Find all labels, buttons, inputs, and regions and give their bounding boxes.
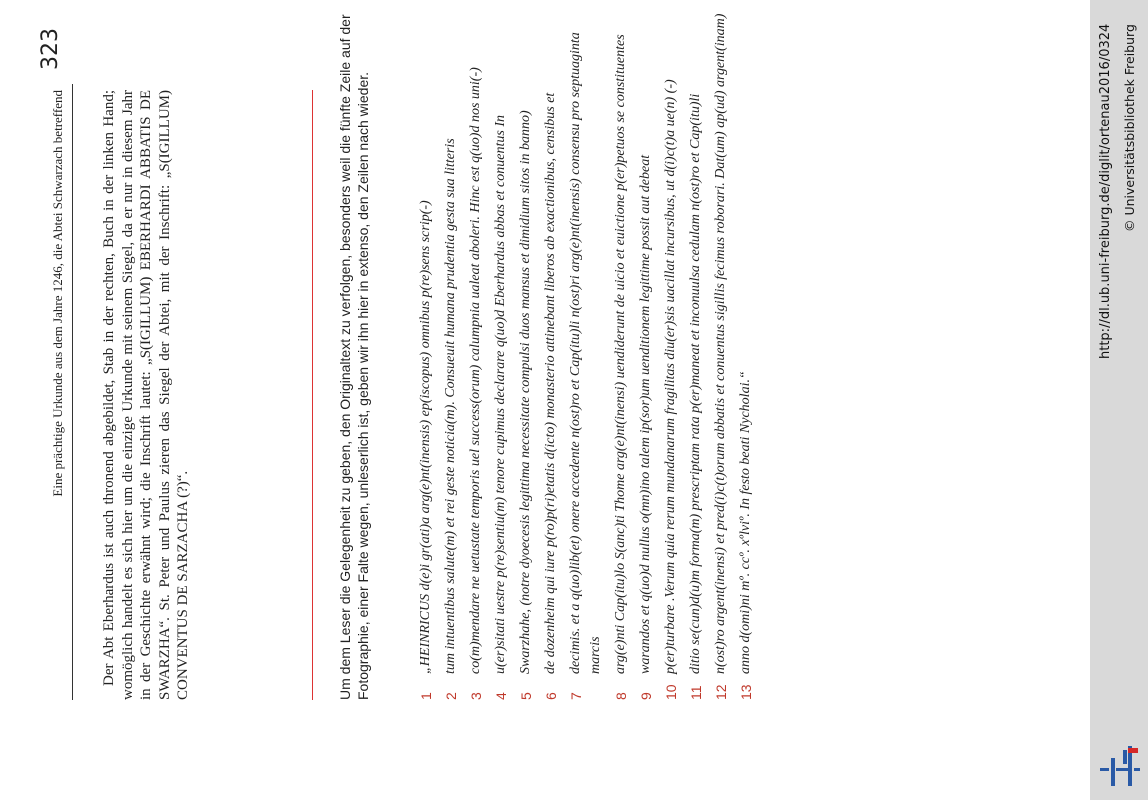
transcription-line bbox=[711, 10, 731, 700]
line-text: p(er)turbare .Verum quia rerum mundanarum fragilitas diu(er)sis uacillat incursibus, ut d(i)c(t)a ue(n) (-) bbox=[663, 79, 678, 674]
transcription-lines bbox=[416, 10, 761, 700]
transcription-line bbox=[516, 10, 536, 700]
section-divider bbox=[312, 90, 313, 700]
transcription-line bbox=[541, 10, 561, 700]
header-rule bbox=[72, 84, 73, 700]
line-text: arg(e)nti Cap(itu)lo S(anc)ti Thome arg(e)nt(inensi) uendiderunt de uicio et euictione p(er)petuos se constituentes bbox=[613, 34, 628, 674]
line-number: 3 bbox=[468, 692, 484, 700]
line-number: 10 bbox=[663, 684, 679, 700]
line-number: 11 bbox=[688, 685, 704, 700]
transcription-line bbox=[736, 10, 756, 700]
transcription-line bbox=[466, 10, 486, 700]
body-paragraph bbox=[100, 90, 193, 700]
transcription-line bbox=[636, 10, 656, 700]
transcription-line bbox=[441, 10, 461, 700]
permalink-container bbox=[1098, 24, 1118, 400]
line-number: 5 bbox=[518, 692, 534, 700]
transcription-line bbox=[686, 10, 706, 700]
line-number: 6 bbox=[543, 692, 559, 700]
transcription-line bbox=[611, 10, 631, 700]
line-number: 7 bbox=[568, 692, 584, 700]
line-number: 2 bbox=[443, 692, 459, 700]
line-number: 8 bbox=[613, 692, 629, 700]
line-number: 13 bbox=[738, 684, 754, 700]
line-text: tum intuentibus salute(m) et rei geste noticia(m). Consueuit humana prudentia gesta sua litteris bbox=[443, 138, 458, 674]
transcription-line bbox=[566, 10, 606, 700]
copyright-notice: © Universitätsbibliothek Freiburg bbox=[1122, 24, 1137, 232]
line-text: anno d(omi)ni mº. ccº. xºlviº. In festo beati Nycholai.“ bbox=[738, 371, 753, 674]
line-text: co(m)mendare ne uetustate temporis uel success(orum) calumpnia ualeat aboleri. Hinc est q(uo)d nos uni(-) bbox=[468, 67, 483, 674]
transcription-line bbox=[491, 10, 511, 700]
permalink-url[interactable]: http://dl.ub.uni-freiburg.de/diglit/ortenau2016/0324 bbox=[1098, 24, 1113, 360]
intro-paragraph: Um dem Leser die Gelegenheit zu geben, den Originaltext zu verfolgen, besonders weil die fünfte Zeile auf der Fotographie, einer Falte wegen, unleserlich ist, geben wir ihn hier in extenso, den Zeilen nach wieder. bbox=[337, 14, 371, 700]
transcription-line bbox=[416, 10, 436, 700]
transcription-line bbox=[661, 10, 681, 700]
ub-freiburg-logo-icon bbox=[1100, 742, 1140, 786]
line-text: ditio se(cun)d(u)m forma(m) prescriptam rata p(er)maneat et inconuulsa cedulam n(ost)ro et Cap(itu)li bbox=[688, 93, 703, 674]
line-number: 9 bbox=[638, 692, 654, 700]
line-text: de dozenheim qui iure p(ro)p(ri)etatis d(icto) monasterio attinebant liberos ab exactionibus, censibus et bbox=[543, 92, 558, 674]
line-text: „HEINRICUS d(e)i gr(ati)a arg(e)nt(inensis) ep(iscopus) omnibus p(re)sens scrip(-) bbox=[418, 200, 433, 674]
line-number: 12 bbox=[713, 684, 729, 700]
line-text: u(er)sitati uestre p(re)sentiu(m) tenore cupimus declarare q(uo)d Eberhardus abbas et conuentus In bbox=[493, 115, 508, 674]
body-paragraph-text: Der Abt Eberhardus ist auch thronend abgebildet, Stab in der rechten, Buch in der linken Hand; womöglich handelt es sich hier um die einzige Urkunde mit seinem Siegel, da er nur in diesem Jahr in der Geschichte erwähnt wird; die Inschrift lautet: „S(IGILLUM) EBERHARDI ABBATIS DE SWARZHA“. St. Peter und Paulus zieren das Siegel der Abtei, mit der Inschrift: „S(IGILLUM) CONVENTUS DE SARZACHA (?)“. bbox=[101, 90, 192, 700]
line-text: warandos et q(uo)d nullus o(mn)ino talem ip(sor)um uenditionem legittime possit aut debeat bbox=[638, 154, 653, 674]
line-number: 4 bbox=[493, 692, 509, 700]
running-header: Eine prächtige Urkunde aus dem Jahre 1246, die Abtei Schwarzach betreffend bbox=[50, 90, 65, 497]
line-text: Swarzhahe, (notre dyoecesis legittima necessitate compulsi duos mansus et dimidium sitos in banno) bbox=[518, 110, 533, 674]
copyright-container bbox=[1122, 24, 1142, 400]
line-text: decimis. et a q(uo)lib(et) onere accedente n(ost)ro et Cap(itu)li n(ost)ri arg(e)nt(inensis) consensu pro septuaginta marcis bbox=[568, 32, 603, 674]
page-number: 323 bbox=[38, 28, 63, 70]
line-number: 1 bbox=[418, 692, 434, 700]
line-text: n(ost)ro argent(inensi) et pred(i)c(t)orum abbatis et conuentus sigillis fecimus roborari. Dat(um) ap(ud) argent(inam) bbox=[713, 13, 728, 674]
